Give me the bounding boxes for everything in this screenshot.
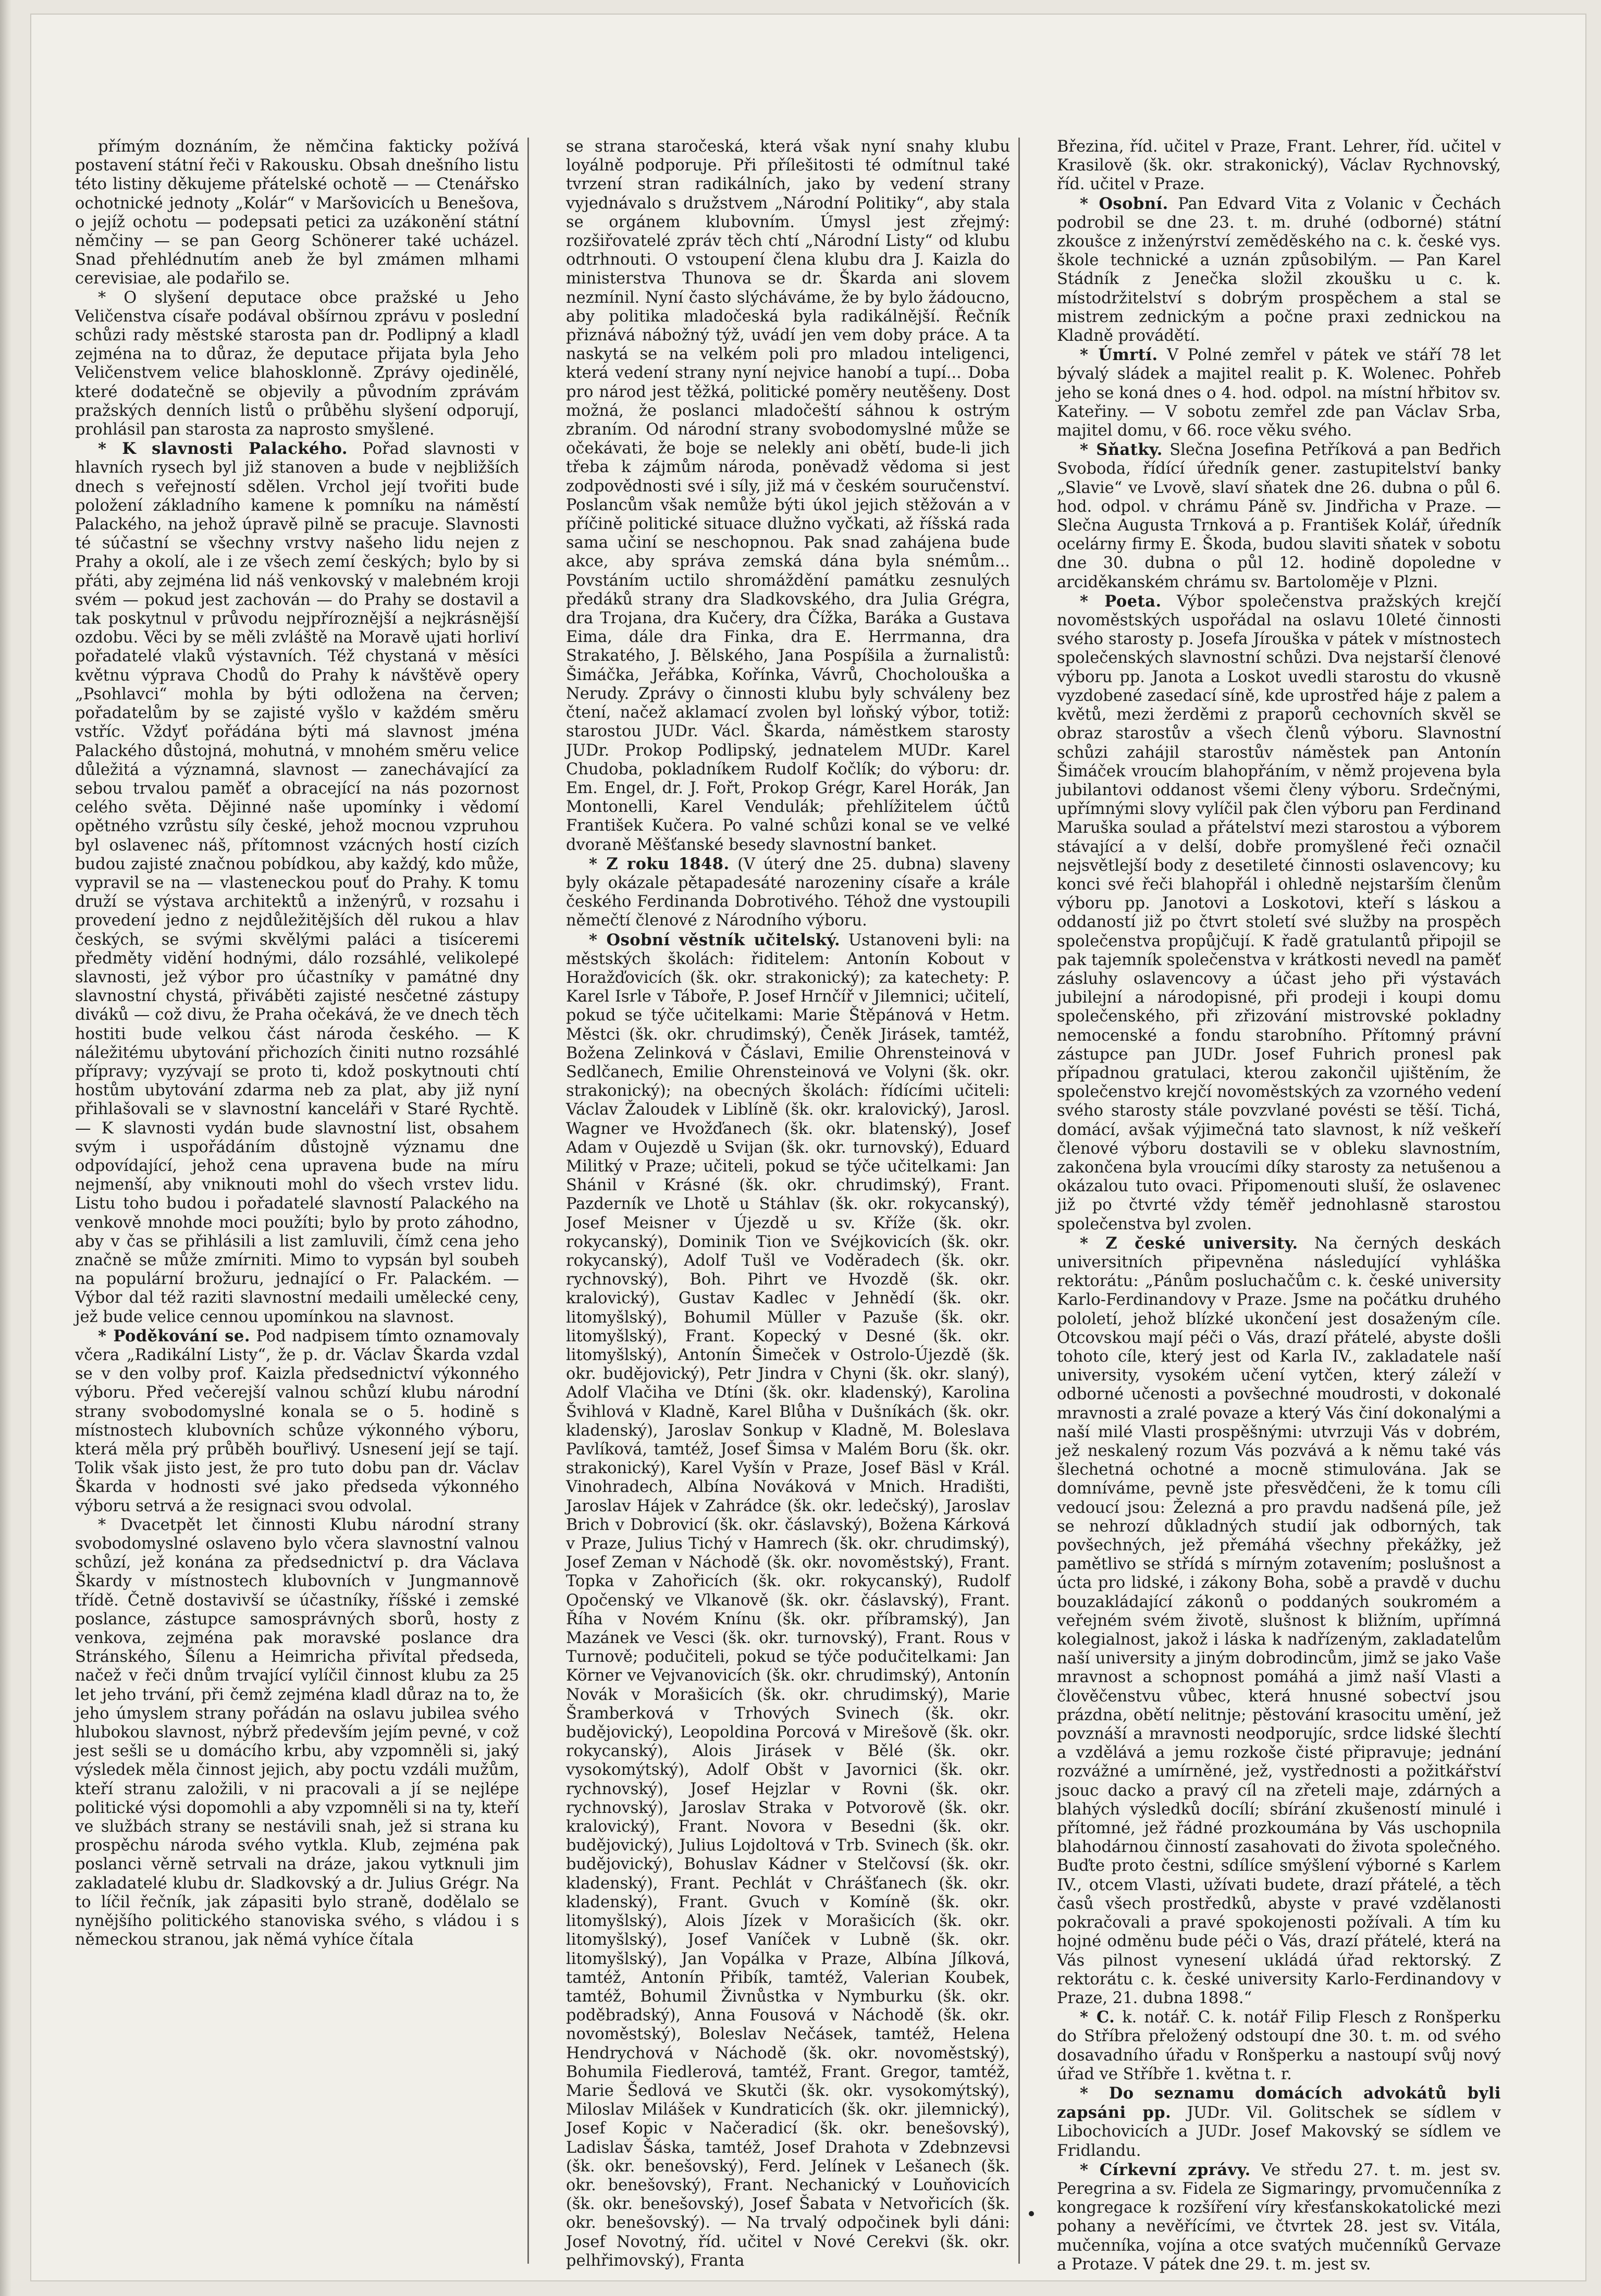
column-divider (1018, 138, 1020, 2264)
article-headline: * Do seznamu domácích advokátů byli zapsáni pp. (1057, 2083, 1501, 2122)
article-headline: * K slavnosti Palackého. (98, 439, 348, 459)
col3-paragraph: * Církevní zprávy. Ve středu 27. t. m. jest sv. Peregrina a sv. Fidela ze Sigmaringy, prvomučenníka z kongregace k rozšíření víry křesťanskokatolické mezi pohany a nevěřícími, ve čtvrtek 28. jest sv. Vitála, mučenníka, vojína a otce svatých mučenníků Gervaze a Protaze. V pátek dne 29. t. m. jest sv. (1057, 2160, 1501, 2274)
col3-paragraph: * Sňatky. Slečna Josefina Petříková a pan Bedřich Svoboda, řídící úředník gener. zastupitelství banky „Slavie“ ve Lvově, slaví sňatek dne 26. dubna o půl 6. hod. odpol. v chrámu Páně sv. Jindřicha v Praze. — Slečna Augusta Trnková a p. František Kolář, úředník ocelárny firmy E. Škoda, budou slaviti sňatek v sobotu dne 30. dubna o půl 12. hodině dopoledne v arciděkanském chrámu sv. Bartoloměje v Plzni. (1057, 440, 1501, 591)
article-headline: * Církevní zprávy. (1080, 2160, 1251, 2179)
col3-paragraph: * Osobní. Pan Edvard Vita z Volanic v Čechách podrobil se dne 23. t. m. druhé (odborné) státní zkoušce z inženýrství zeměděského na c. k. české vys. škole technické a uznán způsobilým. — Pan Karel Stádník z Jenečka složil zkoušku u c. k. místodržitelství s dobrým prospěchem a stal se mistrem zednickým a počne praxi zednickou na Kladně provádětí. (1057, 194, 1501, 345)
column-2 (566, 138, 1011, 2270)
article-headline: * Z české university. (1080, 1233, 1298, 1253)
col1-paragraph: * K slavnosti Palackého. Pořad slavnosti v hlavních rysech byl již stanoven a bude v nejbližších dnech s veřejností sdělen. Vrchol její tvořiti bude položení základního kamene k pomníku na náměstí Palackého, na jehož úpravě pilně se pracuje. Slavnosti té súčastní se všechny vrstvy našeho lidu nejen z Prahy a okolí, ale i ze všech zemí českých; bylo by si přáti, aby zejména lid náš venkovský v malebném kroji svém — pokud jest zachován — do Prahy se dostavil a tak poskytnul v průvodu nejpříroznější a nejkrásnější ozdobu. Věci by se měli zvláště na Moravě ujati horliví pořadatelé vlaků výstavních. Též chystaná v měsíci květnu výprava Chodů do Prahy k návštěvě opery „Psohlavci“ mohla by býti odložena na červen; pořadatelům by se zajisté vyšlo v každém směru vstříc. Vždyť pořádána býti má slavnost jména Palackého důstojná, mohutná, v mnohém směru velice důležitá a významná, slavnost — zanechávající za sebou trvalou paměť a obracející na nás pozornost celého světa. Dějinné naše upomínky i vědomí opětného vzrůstu síly české, jehož mocnou vzpruhou byl oslavenec náš, přítomnost vzácných hostí cizích budou zajisté značnou pobídkou, aby každý, kdo může, vypravil se na — vlasteneckou pouť do Prahy. K tomu druží se výstava architektů a inženýrů, v rozsahu i provedení jedno z nejdůležitějších děl rukou a hlav českých, se svými skvělými paláci a tisíceremi předměty vidění hodnými, dálo rozsáhlé, velikolepé slavnosti, jež výbor pro účastníky v památné dny slavnostní chystá, přiváběti zajisté nesčetné zástupy diváků — což divu, že Praha očekává, že ve dnech těch hostiti bude velkou část národa českého. — K náležitému ubytování přichozích činiti nutno rozsáhlé přípravy; vyzývají se proto ti, kdož poskytnouti chtí hostům ubytování zdarma neb za plat, aby již nyní přihlašovali se v slavnostní kanceláři v Staré Rychtě. — K slavnosti vydán bude slavnostní list, obsahem svým i uspořádáním důstojně významu dne odpovídající, jehož cena upravena bude na míru nejmenší, aby vniknouti mohl do všech vrstev lidu. Listu toho budou i pořadatelé slavností Palackého na venkově mnohde moci použíti; bylo by proto záhodno, aby v čas se přihlásili a list zamluvili, čímž cena jeho značně se může zmírniti. Mimo to vypsán byl soubeh na populární brožuru, jednající o Fr. Palackém. — Výbor dal též raziti slavnostní medaili umělecké ceny, jež bude velice cennou upomínkou na slavnost. (75, 439, 520, 1326)
col3-paragraph: * Poeta. Výbor společenstva pražských krejčí novoměstských uspořádal na oslavu 10leté činnosti svého starosty p. Josefa Jírouška v pátek v místnostech společenských slavnostní schůzi. Dva nejstarší členové výboru pp. Janota a Loskot uvedli starostu do vkusně vyzdobené zasedací síně, kde uprostřed háje z palem a květů, mezi žerděmi z praporů cechovních skvěl se obraz starostův a všech členů výboru. Slavnostní schůzi zahájil starostův náměstek pan Antonín Šimáček vroucím blahopřáním, v němž projevena byla jubilantovi oddanost všemi členy výboru. Srdečnými, upřímnými slovy vylíčil pak člen výboru pan Ferdinand Maruška soulad a přátelství mezi starostou a výborem stávající a v delší, dobře promyšlené řeči označil nejsvětlejší body z desetileté činnosti oslavencovy; ku konci své řeči blahopřál i ohledně nejstarším členům výboru pp. Janotovi a Loskotovi, kteří s láskou a oddaností již po čtvrt století své služby na prospěch společenstva propůjčují. K řadě gratulantů připojil se pak tajemník společenstva v krátkosti nevedl na paměť zásluhy oslavencovy a účast jeho při výstavách jubilejní a národopisné, při prodeji i koupi domu společenského, při zřizování mistrovské pokladny nemocenské a fondu starobního. Přítomný právní zástupce pan JUDr. Josef Fuhrich pronesl pak případnou gratulaci, kterou zakončil ujištěním, že společenstvo krejčí novoměstských za vzorného vedení svého starosty stále povzvlané povésti se těší. Tichá, domácí, avšak výjimečná tato slavnost, k níž veškeří členové výboru dostavili se v obleku slavnostním, zakončena byla vroucími díky starosty za netušenou a okázalou tuto ovaci. Připomenouti sluší, že oslavenec již po čtvrté vždy téměř jednohlasně starostou společenstva byl zvolen. (1057, 591, 1501, 1233)
article-headline: * Úmrtí. (1080, 345, 1158, 365)
col3-paragraph: * Do seznamu domácích advokátů byli zapsáni pp. JUDr. Vil. Golitschek se sídlem v Libochovicích a JUDr. Josef Makovský se sídlem ve Fridlandu. (1057, 2083, 1501, 2160)
col1-paragraph: * Dvacetpět let činnosti Klubu národní strany svobodomyslné oslaveno bylo včera slavnostní valnou schůzí, jež konána za předsednictví p. dra Václava Škardy v místnostech klubovních v Jungmannově třídě. Četně dostavivší se účastníky, říšské i zemské poslance, zástupce samosprávných sborů, hosty z venkova, zejména pak moravské poslance dra Stránského, Šílenu a Heimricha přivítal předseda, načež v řeči dnům trvající vylíčil činnost klubu za 25 let jeho trvání, při čemž zejména kladl důraz na to, že jeho úmyslem strany pořádán na oslavu jubilea svého hlubokou slavnost, nýbrž především jejím pevné, v což jest sešli se u domácího krbu, aby vzpomněli si, jaký výsledek měla činnost jejich, aby poctu vzdáli mužům, kteří stranu založili, v ni pracovali a jí se nejlépe politické výsi dopomohli a aby vzpomněli si na ty, kteří ve službách strany se nestávili snah, jež si strana ku prospěchu národa svého vytkla. Klub, zejména pak poslanci věrně setrvali na dráze, jakou vytknuli jim zakladatelé klubu dr. Sladkovský a dr. Julius Grégr. Na to líčil řečník, jak zápasiti bylo straně, dodělalo se nynějšího politického stanoviska svého, s vládou i s německou stranou, jak němá vyhíce čítala (75, 1515, 519, 1949)
col2-paragraph: * Osobní věstník učitelský. Ustanoveni byli: na městských školách: řiditelem: Antonín Kobout v Horažďovicích (šk. okr. strakonický); za katechety: P. Karel Isrle v Táboře, P. Josef Hrnčíř v Jilemnici; učitelí, pokud se týče učitelkami: Marie Štěpánová v Hetm. Městci (šk. okr. chrudimský), Čeněk Jirásek, tamtéž, Božena Zelinková v Čáslavi, Emilie Ohrensteinová v Sedlčanech, Emilie Ohrensteinová ve Volyni (šk. okr. strakonický); na obecných školách: řídícími učiteli: Václav Žaloudek v Liblíně (šk. okr. kralovický), Jarosl. Wagner ve Hvožďanech (šk. okr. blatenský), Josef Adam v Oujezdě u Svijan (šk. okr. turnovský), Eduard Militký v Praze; učiteli, pokud se týče učitelkami: Jan Shánil v Krásné (šk. okr. chrudimský), Frant. Pazderník ve Lhotě u Stáhlav (šk. okr. rokycanský), Josef Meisner v Újezdě u sv. Kříže (šk. okr. rokycanský), Dominik Tion ve Svéjkovicích (šk. okr. rokycanský), Adolf Tušl ve Voděradech (šk. okr. rychnovský), Boh. Pihrt ve Hvozdě (šk. okr. kralovický), Gustav Kadlec v Jehnědí (šk. okr. litomyšlský), Bohumil Müller v Pazuše (šk. okr. litomyšlský), Frant. Kopecký v Desné (šk. okr. litomyšlský), Antonín Šimeček v Ostrolo-Újezdě (šk. okr. budějovický), Petr Jindra v Chyni (šk. okr. slaný), Adolf Vlačiha ve Dtíni (šk. okr. kladenský), Karolina Švihlová v Kladně, Karel Blůha v Dušníkách (šk. okr. kladenský), Jaroslav Sonkup v Kladně, M. Boleslava Pavlíková, tamtéž, Josef Šimsa v Malém Boru (šk. okr. strakonický), Karel Vyšín v Praze, Josef Bäsl v Král. Vinohradech, Albína Nováková v Mnich. Hradišti, Jaroslav Hájek v Zahrádce (šk. okr. ledečský), Jaroslav Brich v Dobrovicí (šk. okr. čáslavský), Božena Kárková v Praze, Julius Tichý v Hamrech (šk. okr. chrudimský), Josef Zeman v Náchodě (šk. okr. novoměstský), Frant. Topka v Zahořicích (šk. okr. rokycanský), Rudolf Opočenský ve Vlkanově (šk. okr. čáslavský), Frant. Říha v Novém Knínu (šk. okr. příbramský), Jan Mazánek ve Vesci (šk. okr. turnovský), Frant. Rous v Turnově; podučiteli, pokud se týče podučitelkami: Jan Körner ve Vejvanovicích (šk. okr. chrudimský), Antonín Novák v Morašicích (šk. okr. chrudimský), Marie Šramberková v Trhových Svinech (šk. okr. budějovický), Leopoldina Porcová v Mirešově (šk. okr. rokycanský), Alois Jirásek v Bělé (šk. okr. vysokomýtský), Adolf Obšt v Javornici (šk. okr. rychnovský), Josef Hejzlar v Rovni (šk. okr. rychnovský), Jaroslav Straka v Potvorově (šk. okr. kralovický), Frant. Novora v Besedni (šk. okr. budějovický), Julius Lojdoltová v Trb. Svinech (šk. okr. budějovický), Bohuslav Kádner v Stelčovsí (šk. okr. kladenský), Frant. Pechlát v Chrášťanech (šk. okr. kladenský), Frant. Gvuch v Komíně (šk. okr. litomyšlský), Alois Jízek v Morašicích (šk. okr. litomyšlský), Josef Vaníček v Lubně (šk. okr. litomyšlský), Jan Vopálka v Praze, Albína Jílková, tamtéž, Antonín Přibík, tamtéž, Valerian Koubek, tamtéž, Bohumil Živnůstka v Nymburku (šk. okr. poděbradský), Anna Fousová v Náchodě (šk. okr. novoměstský), Boleslav Nečásek, tamtéž, Helena Hendrychová v Náchodě (šk. okr. novoměstský), Bohumila Fiedlerová, tamtéž, Frant. Gregor, tamtéž, Marie Šedlová ve Skutči (šk. okr. vysokomýtský), Miloslav Milášek v Kundraticích (šk. okr. jilemnický), Josef Kopic v Načeradicí (šk. okr. benešovský), Ladislav Šáska, tamtéž, Josef Drahota v Zdebnzevsi (šk. okr. benešovský), Ferd. Jelínek v Lešanech (šk. okr. benešovský), Frant. Nechanický v Louňovicích (šk. okr. benešovský), Josef Šabata v Netvořicích (šk. okr. benešovský). — Na trvalý odpočinek byli dáni: Josef Novotný, říd. učitel v Nové Cerekvi (šk. okr. pelhřimovský), Franta (566, 930, 1010, 2270)
article-headline: * Osobní. (1080, 194, 1168, 213)
col1-paragraph: * O slyšení deputace obce pražské u Jeho Veličenstva císaře podával obšírnou zprávu v poslední schůzi rady městské starosta pan dr. Podlipný a kladl zejména na to důraz, že deputace přijata byla Jeho Veličenstvem velice blahosklonně. Zprávy ojedinělé, které dodatečně se objevily a původním zprávám pražských denních listů o průběhu slyšení odporují, prohlásil pan starosta za naprosto smyšlené. (75, 288, 519, 439)
article-headline: * Z roku 1848. (589, 854, 730, 873)
scan-left-edge (0, 0, 11, 2296)
column-1 (75, 138, 519, 2264)
article-headline: * Poeta. (1080, 591, 1162, 611)
col1-paragraph: přímým doznáním, že němčina fakticky požívá postavení státní řeči v Rakousku. Obsah dnešního listu této listiny děkujeme přátelské ochotě — — Ctenářsko ochotnické jednoty „Kolár“ v Maršovicích u Benešova, o jejíž ochotu — podepsati petici za uzákonění státní němčiny — se pan Georg Schönerer také ucházel. Snad přehlédnutím aneb že byl zmámen mlhami cerevisiae, ale podařilo se. (75, 138, 519, 288)
col1-paragraph: * Poděkování se. Pod nadpisem tímto oznamovaly včera „Radikální Listy“, že p. dr. Václav Škarda vzdal se v den volby prof. Kaizla předsednictví výkonného výboru. Před večerejší valnou schůzí klubu národní strany svobodomyslné konala se o 5. hodině s místnostech klubovních schůze výkonného výboru, která měla prý průběh bouřlivý. Usnesení její se tají. Tolik však jisto jest, že pro tuto dobu pan dr. Václav Škarda v hodnosti své jako předseda výkonného výboru setrvá a že resignaci svou odvolal. (75, 1326, 520, 1515)
col3-paragraph: * C. k. notář. C. k. notář Filip Flesch z Ronšperku do Stříbra přeložený odstoupí dne 30. t. m. od svého dosavadního úřadu v Ronšperku a nastoupí svůj nový úřad ve Stříbře 1. května t. r. (1057, 2008, 1501, 2083)
article-headline: * C. (1080, 2008, 1115, 2027)
article-headline: * Sňatky. (1080, 440, 1163, 460)
column-3 (1057, 138, 1501, 2274)
col3-paragraph: * Z české university. Na černých deskách universitních připevněna následující vyhláška rektorátu: „Pánům posluchačům c. k. české university Karlo-Ferdinandovy v Praze. Jsme na počátku druhého pololetí, jehož blízké ukončení jest dosaženým cíle. Otcovskou mají péči o Vás, drazí přátelé, abyste došli tohoto cíle, který jest od Karla IV., zakladatele naší university, vysokém učení vytčen, který záleží v odborné učenosti a povšechné moudrosti, v dokonalé mravnosti a zralé povaze a který Vás činí dokonalými a naší milé Vlasti prospěšnými: utvrzuji Vás v dobrém, jež neskalený rozum Vás pozvává a k němu také vás šlechetná ochotné a mocně stimulována. Jak se domníváme, pevně jste přesvědčeni, že k tomu cíli vedoucí jsou: Železná a pro pravdu nadšená píle, jež se nehrozí důkladných studií jak odborných, tak povšechných, jež přemáhá všechny překážky, jež pamětlivo se střídá s mírným zotavením; poslušnost a úcta pro lidské, i zákony Boha, sobě a pravdě v duchu bouzakládající zákonů o poddaných soukromém a veřejném svém životě, slušnost k bližním, upřímná kolegialnost, jakož i láska k nadřízeným, zakladatelům naší university a jiným dobrodincům, jimž se jako Vaše mravnost a schopnost pomáhá a jimž naší Vlasti a člověčenstvu vůbec, která hnusné sobectví jsou prázdna, obětí nelitnje; pěstování krasocitu umění, jež povznáší a mravnosti neodporujíc, srdce lidské šlechtí a vzdělává a jemu rozkoše čisté připravuje; jednání rozvážné a umírněné, jež, vystřednosti a požitkářství jsouc dacko a pravý cíl na zřeteli maje, zdárných a blahých výsledků docílí; sbírání zkušeností minulé i přítomné, jež řádné prozkoumána by Vás uschopnila blahodárnou činností zasahovati do života společného. Buďte proto čestni, sdílíce smýšlení výborné s Karlem IV., otcem Vlasti, užívati budete, drazí přátelé, a těch časů všech prostředků, abyste v pravé vzdělanosti pokračovali a pravé spokojenosti požívali. A tím ku hojné odměnu bude péči o Vás, drazí přátelé, která na Vás pilnost vynesení ukládá úřad rektorský. Z rektorátu c. k. české university Karlo-Ferdinandovy v Praze, 21. dubna 1898.“ (1057, 1233, 1501, 2007)
ink-dot (1029, 2211, 1034, 2216)
col2-paragraph: * Z roku 1848. (V úterý dne 25. dubna) slaveny byly okázale pětapadesáté narozeniny císaře a krále českého Ferdinanda Dobrotivého. Téhož dne vystoupili němečtí členové z Národního výboru. (566, 854, 1011, 930)
col3-paragraph: * Úmrtí. V Polné zemřel v pátek ve stáří 78 let bývalý sládek a majitel realit p. K. Wolenec. Pohřeb jeho se koná dnes o 4. hod. odpol. na místní hřbitov sv. Kateřiny. — V sobotu zemřel zde pan Václav Srba, majitel domu, v 66. roce věku svého. (1057, 345, 1501, 440)
article-headline: * Osobní věstník učitelský. (589, 930, 841, 949)
column-divider (527, 138, 529, 2264)
article-headline: * Poděkování se. (98, 1326, 250, 1345)
col3-paragraph: Březina, říd. učitel v Praze, Frant. Lehrer, říd. učitel v Krasilově (šk. okr. strakonický), Václav Rychnovský, říd. učitel v Praze. (1057, 138, 1501, 194)
newspaper-page (30, 14, 1586, 2281)
col2-paragraph: se strana staročeská, která však nyní snahy klubu loyálně podporuje. Při přílešitosti té odmítnul také tvrzení stran radikálních, jako by vedení strany vyjednávalo s družstvem „Národní Politiky“, aby stala se orgánem klubovním. Úmysl jest zřejmý: rozšiřovatelé zpráv těch chtí „Národní Listy“ od klubu odtrhnouti. O vstoupení člena klubu dra J. Kaizla do ministerstva Thunova se dr. Škarda ani slovem nezmínil. Nyní často slýcháváme, že by bylo žádoucno, aby politika mladočeská byla radikálnější. Řečník přiznává nábožný týž, uvádí jen vem doby práce. A ta naskytá se na velkém poli pro mladou inteligenci, která vedení strany nyní nejvice hanobí a tupí... Doba pro národ jest těžká, politické poměry neutěšeny. Dost možná, že poslanci mladočeští sáhnou k ostrým zbraním. Od národní strany svobodomyslné může se očekávati, že boje se nelekly ani obětí, bude-li jich třeba k zájmům národa, poněvadž vědoma si jest zodpovědnosti své i síly, již má v českém souručenství. Poslancům však nemůže býti úkol jejich stěžován a v příčině politické situace dlužno vyčkati, až říšská rada sama učiní se neschopnou. Pak snad zahájena bude akce, aby správa zemská dána byla snémům... Povstáním uctilo shromáždění památku zesnulých předáků strany dra Sladkovského, dra Julia Grégra, dra Trojana, dra Kučery, dra Čížka, Baráka a Gustava Eima, dále dra Finka, dra E. Herrmanna, dra Strakatého, J. Bělského, Jana Pospíšila a žurnalistů: Šimáčka, Jeřábka, Kořínka, Vávrů, Chocholouška a Nerudy. Zprávy o činnosti klubu byly schváleny bez čtení, načež aklamací zvolen byl loňský výbor, totiž: starostou JUDr. Václ. Škarda, náměstkem starosty JUDr. Prokop Podlipský, jednatelem MUDr. Karel Chudoba, pokladníkem Rudolf Kočlík; do výboru: dr. Em. Engel, dr. J. Fořt, Prokop Grégr, Karel Horák, Jan Montonelli, Karel Vendulák; přehlížitelem účtů František Kučera. Po valné schůzi konal se ve velké dvoraně Měšťanské besedy slavnostní banket. (566, 138, 1010, 854)
